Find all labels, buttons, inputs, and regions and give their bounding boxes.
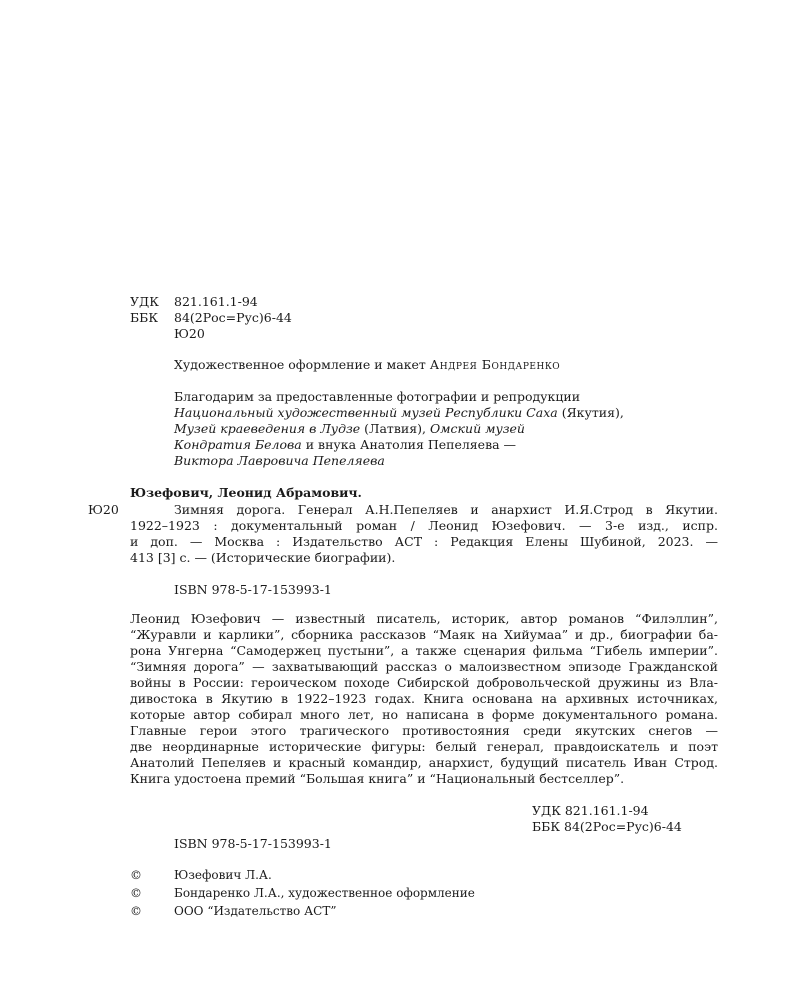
- bbk-value: 84(2Рос=Рус)6-44: [174, 310, 292, 325]
- bbk-line: [130, 310, 292, 326]
- annotation-line: “Зимняя дорога” — захватывающий рассказ о малоизвестном эпизоде Гражданской: [130, 659, 718, 674]
- udk-label: УДК: [130, 294, 159, 309]
- author-sign: Ю20: [174, 326, 205, 341]
- copyright-symbol: ©: [130, 868, 142, 882]
- annotation-line: войны в России: героическом походе Сибирской добровольческой дружины из Вла-: [130, 675, 718, 690]
- bottom-bbk: ББК 84(2Рос=Рус)6-44: [532, 819, 682, 834]
- copyright-line: © ООО “Издательство АСТ”: [130, 904, 337, 918]
- copyright-line: © Бондаренко Л.А., художественное оформление: [130, 886, 475, 900]
- bib-author-sign: Ю20: [88, 502, 119, 517]
- copyright-symbol: ©: [130, 904, 142, 918]
- annotation-line: две неординарные исторические фигуры: белый генерал, правдоискатель и поэт: [130, 739, 718, 754]
- udk-value: 821.161.1-94: [174, 294, 258, 309]
- annotation: [130, 611, 718, 787]
- copyright-line: © Юзефович Л.А.: [130, 868, 272, 882]
- annotation-line: Анатолий Пепеляев и красный командир, анархист, будущий писатель Иван Строд.: [130, 755, 718, 770]
- designer-name: Андрея Бондаренко: [429, 357, 561, 372]
- isbn-final: ISBN 978-5-17-153993-1: [174, 836, 332, 851]
- bib-line-4: 413 [3] с. — (Исторические биографии).: [130, 550, 396, 565]
- bib-description: [130, 502, 718, 566]
- bib-line-1: Зимняя дорога. Генерал А.Н.Пепеляев и анархист И.Я.Строд в Якутии.: [174, 502, 718, 517]
- bib-line-3: и доп. — Москва : Издательство АСТ : Редакция Елены Шубиной, 2023. —: [130, 534, 718, 549]
- annotation-line: Главные герои этого трагического противостояния среди якутских снегов —: [130, 723, 718, 738]
- isbn-top: ISBN 978-5-17-153993-1: [174, 582, 332, 597]
- author-heading: Юзефович, Леонид Абрамович.: [130, 485, 362, 500]
- annotation-line: Леонид Юзефович — известный писатель, историк, автор романов “Филэллин”,: [130, 611, 718, 626]
- design-credit-text: Художественное оформление и макет: [174, 357, 430, 372]
- thanks-line-4: Кондратия Белова и внука Анатолия Пепеляева —: [174, 437, 517, 452]
- bottom-udk: УДК 821.161.1-94: [532, 803, 649, 818]
- author-sign-line: [130, 326, 292, 342]
- udk-line: [130, 294, 292, 310]
- bottom-classification: [532, 803, 682, 835]
- annotation-line: рона Унгерна “Самодержец пустыни”, а также сценария фильма “Гибель империи”.: [130, 643, 718, 658]
- annotation-line: дивостока в Якутию в 1922–1923 годах. Книга основана на архивных источниках,: [130, 691, 718, 706]
- thanks-block: [174, 389, 624, 469]
- copyright-symbol: ©: [130, 886, 142, 900]
- bbk-label: ББК: [130, 310, 159, 325]
- thanks-line-3: Музей краеведения в Лудзе (Латвия), Омский музей: [174, 421, 525, 436]
- thanks-intro: Благодарим за предоставленные фотографии и репродукции: [174, 389, 581, 404]
- design-credit: [174, 357, 560, 373]
- annotation-line: “Журавли и карлики”, сборника рассказов “Маяк на Хийумаа” и др., биографии ба-: [130, 627, 718, 642]
- thanks-line-5: Виктора Лавровича Пепеляева: [174, 453, 385, 468]
- annotation-line: которые автор собирал много лет, но написана в форме документального романа.: [130, 707, 718, 722]
- bib-line-2: 1922–1923 : документальный роман / Леонид Юзефович. — 3-е изд., испр.: [130, 518, 718, 533]
- copyrights: [130, 866, 475, 920]
- classification-block: [130, 294, 292, 342]
- annotation-last-line: Книга удостоена премий “Большая книга” и “Национальный бестселлер”.: [130, 771, 625, 786]
- thanks-line-2: Национальный художественный музей Республики Саха (Якутия),: [174, 405, 624, 420]
